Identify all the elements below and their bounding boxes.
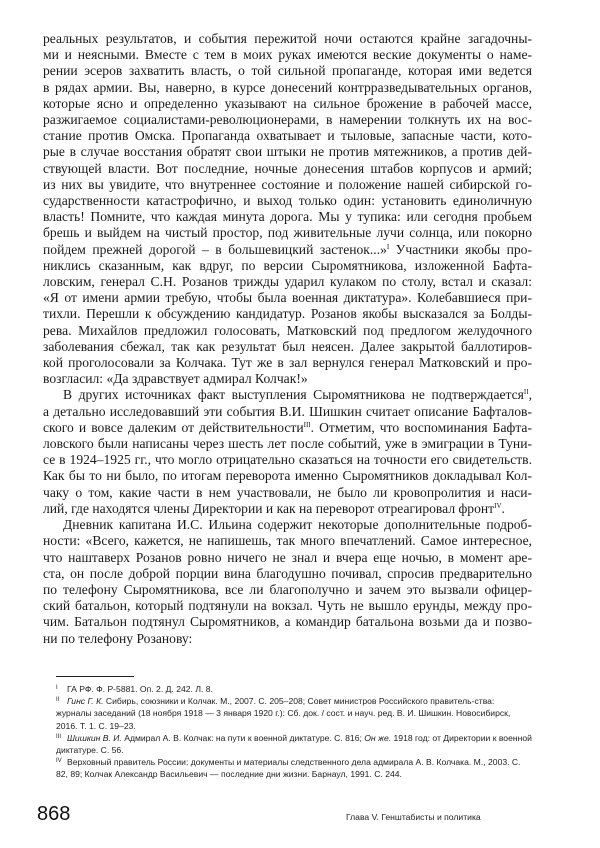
text-segment: тихли. Перешли к обсуждению кандидатур. Розанов якобы высказался за Болды- — [43, 306, 532, 322]
text-line — [43, 550, 532, 566]
text-line — [43, 323, 532, 339]
text-segment: никлись сказанным, как вдруг, по версии Сыромятникова, изложенной Бафта- — [43, 257, 532, 273]
text-line — [43, 387, 532, 403]
text-segment: по телефону Сыромятникова, все ли благополучно и зачем это вызвали офицер- — [43, 581, 532, 597]
text-segment: власть! Помните, что каждая минута дорога. Мы у тупика: или сегодня пробьем — [43, 209, 532, 225]
text-line — [43, 31, 532, 47]
text-line — [43, 225, 532, 241]
text-line — [43, 371, 532, 387]
text-segment: рева. Михайлов предложил голосовать, Матковский под предлогом желудочного — [43, 322, 532, 338]
text-line — [43, 468, 532, 484]
footnote-author: Шишкин В. И. — [67, 732, 122, 743]
text-line — [43, 598, 532, 614]
text-segment: стание против Омска. Пропаганда охватывает и тыловые, запасные части, кото- — [43, 128, 532, 144]
text-line — [43, 566, 532, 582]
text-line — [43, 485, 532, 501]
text-line — [43, 533, 532, 549]
running-header-chapter-title: Глава V. Генштабисты и политика — [346, 812, 481, 822]
text-segment: заболевания сбежал, так как результат был неясен. Далее закрытой баллотиров- — [43, 338, 532, 354]
text-segment: В других источниках факт выступления Сыромятникова не подтверждается — [63, 387, 524, 403]
text-line — [43, 339, 532, 355]
text-segment: рении эсеров захватить власть, о той сильной пропаганде, которая ими ведется — [43, 63, 532, 79]
text-line — [43, 452, 532, 468]
text-segment: ни по телефону Розанову: — [43, 630, 193, 646]
text-segment: а детально исследовавший эти события В.И. Шишкин считает описание Бафталов- — [43, 403, 532, 419]
text-segment: сударственности катастрофично, и выход только один: установить единоличную — [43, 193, 532, 209]
text-segment: которые ясно и определенно указывают на сильное брожение в рабочей массе, — [43, 95, 532, 111]
footnote-reference: I — [386, 242, 390, 251]
text-segment: Участники якобы про- — [389, 241, 532, 257]
text-line — [43, 631, 532, 647]
text-line — [43, 517, 532, 533]
text-segment: пойдем прежней дорогой – в большевицкий застенок...» — [43, 241, 387, 257]
footnote: I ГА РФ. Ф. Р-5881. Оп. 2. Д. 242. Л. 8. — [56, 684, 213, 694]
text-segment: возгласил: «Да здравствует адмирал Колчак!» — [43, 371, 308, 387]
text-line — [43, 274, 532, 290]
text-segment: Как бы то ни было, по итогам переворота именно Сыромятников докладывал Кол- — [43, 468, 532, 484]
text-segment: в рядах армии. Вы, наверно, в курсе донесений контрразведывательных органов, — [43, 79, 532, 95]
text-segment: се в 1924–1925 гг., что могло отрицательно сказаться на точности его свидетельств. — [43, 452, 532, 468]
text-segment: брешь и выйдем на чистый простор, под живительные лучи солнца, или покорно — [43, 225, 532, 241]
body-text — [43, 31, 532, 647]
text-segment: ствующей власти. Вот последние, ночные донесения штабов корпусов и армий; — [43, 160, 532, 176]
footnote: III Шишкин В. И. Адмирал А. В. Колчак: на пути к военной диктатуре. С. 816; Он же. 1918 год: от Директории к военной диктатуре. С. 56. — [56, 732, 532, 756]
page-number: 868 — [37, 803, 71, 825]
text-line — [43, 436, 532, 452]
text-segment: ста, он после доброй порции вина благодушно почивал, спросив предварительно — [43, 565, 532, 581]
text-line — [43, 112, 532, 128]
text-segment: ловским, генерал С.Н. Розанов трижды ударил кулаком по столу, встал и сказал: — [43, 274, 532, 290]
footnote-reference: III — [303, 420, 311, 429]
text-segment: ского и вовсе далеким от действительности — [43, 419, 304, 435]
text-line — [43, 96, 532, 112]
footnote-text: Верховный правитель России: документы и материалы следственного дела адмирала А. В. Колчака. М., 2003. С. 82, 89; Колчак Александр Васильевич — последние дни жизни. Барнаул, 1991. С. 244. — [56, 757, 521, 780]
text-segment: «Я от имени армии требую, чтобы была военная диктатура». Колебавшиеся при- — [43, 290, 532, 306]
text-line — [43, 420, 532, 436]
text-line — [43, 209, 532, 225]
text-segment: ловского были написаны через шесть лет после событий, уже в эмиграции в Туни- — [43, 436, 532, 452]
text-segment: разжигаемое социалистами-революционерами, в намерении толкнуть их на вос- — [43, 112, 532, 128]
text-segment: рые в случае восстания обратят свои штыки не против мятежников, а против дей- — [43, 144, 532, 160]
text-segment: что наштаверх Розанов ровно ничего не знал и вчера еще ночью, в момент аре- — [43, 549, 532, 565]
footnote-text: Сибирь, союзники и Колчак. М., 2007. С. 205–208; Совет министров Российского правитель-ства: журналы заседаний (18 ноября 1918 — 3 января 1920 г.): Сб. док. / сост. и науч. ред. В. И. Шишкин. Новосибирск, 2016. Т. 1. С. 19–23. — [56, 696, 511, 731]
text-segment: . — [501, 500, 505, 516]
text-line — [43, 614, 532, 630]
footnote: II Гинс Г. К. Сибирь, союзники и Колчак. М., 2007. С. 205–208; Совет министров Российского правитель-ства: журналы заседаний (18 ноября 1918 — 3 января 1920 г.): Сб. док. / сост. и науч. ред. В. И. Шишкин. Новосибирск, 2016. Т. 1. С. 19–23. — [56, 696, 511, 731]
footnote-text: 1918 год: от Директории к военной диктатуре. С. 56. — [56, 732, 532, 756]
footnote-separator — [56, 676, 134, 677]
text-segment: ми и неясными. Вместе с тем в моих руках имеются веские документы о наме- — [43, 47, 532, 63]
text-line — [43, 177, 532, 193]
text-segment: лий, где находятся члены Директории и как на переворот отреагировал фронт — [43, 500, 495, 516]
footnote-text: Адмирал А. В. Колчак: на пути к военной диктатуре. С. 816; — [121, 732, 365, 743]
text-line — [43, 404, 532, 420]
footnote-author: Гинс Г. К. — [67, 696, 104, 707]
text-line — [43, 161, 532, 177]
text-segment: чим. Батальон подтянул Сыромятников, а командир батальона возьми да и позво- — [43, 614, 532, 630]
text-line — [43, 501, 532, 517]
text-line — [43, 355, 532, 371]
text-segment: , — [528, 387, 532, 403]
text-line — [43, 80, 532, 96]
footnote-text: ГА РФ. Ф. Р-5881. Оп. 2. Д. 242. Л. 8. — [67, 684, 213, 694]
text-line — [43, 242, 532, 258]
footnote-reference: II — [523, 388, 529, 397]
text-segment: ский батальон, который подтянули на вокзал. Чуть не вышло ерунды, между про- — [43, 598, 532, 614]
text-segment: . Отметим, что воспоминания Бафта- — [310, 419, 532, 435]
text-segment: чаку о том, какие части в нем участвовали, не было ли кровопролития и наси- — [43, 484, 532, 500]
text-segment: из них вы увидите, что внутреннее состояние и положение нашей сибирской го- — [43, 176, 532, 192]
text-line — [43, 193, 532, 209]
text-segment: Дневник капитана И.С. Ильина содержит некоторые дополнительные подроб- — [63, 517, 532, 533]
footnote-author: Он же. — [364, 732, 392, 743]
text-line — [43, 258, 532, 274]
text-line — [43, 144, 532, 160]
footnote: IV Верховный правитель России: документы и материалы следственного дела адмирала А. В. Колчака. М., 2003. С. 82, 89; Колчак Александр Васильевич — последние дни жизни. Барнаул, 1991. С. 244. — [56, 757, 521, 780]
text-line — [43, 290, 532, 306]
text-line — [43, 47, 532, 63]
text-line — [43, 63, 532, 79]
footnote-reference: IV — [494, 501, 502, 510]
text-segment: ности: «Всего, кажется, не напишешь, так много впечатлений. Самое интересное, — [43, 533, 532, 549]
text-segment: реальных результатов, и события пережитой ночи остаются крайне загадочны- — [43, 31, 532, 46]
text-line — [43, 582, 532, 598]
text-segment: кой проголосовали за Колчака. Тут же в зал вернулся генерал Матковский и про- — [43, 355, 532, 371]
footnotes — [56, 683, 532, 781]
text-line — [43, 306, 532, 322]
text-line — [43, 128, 532, 144]
